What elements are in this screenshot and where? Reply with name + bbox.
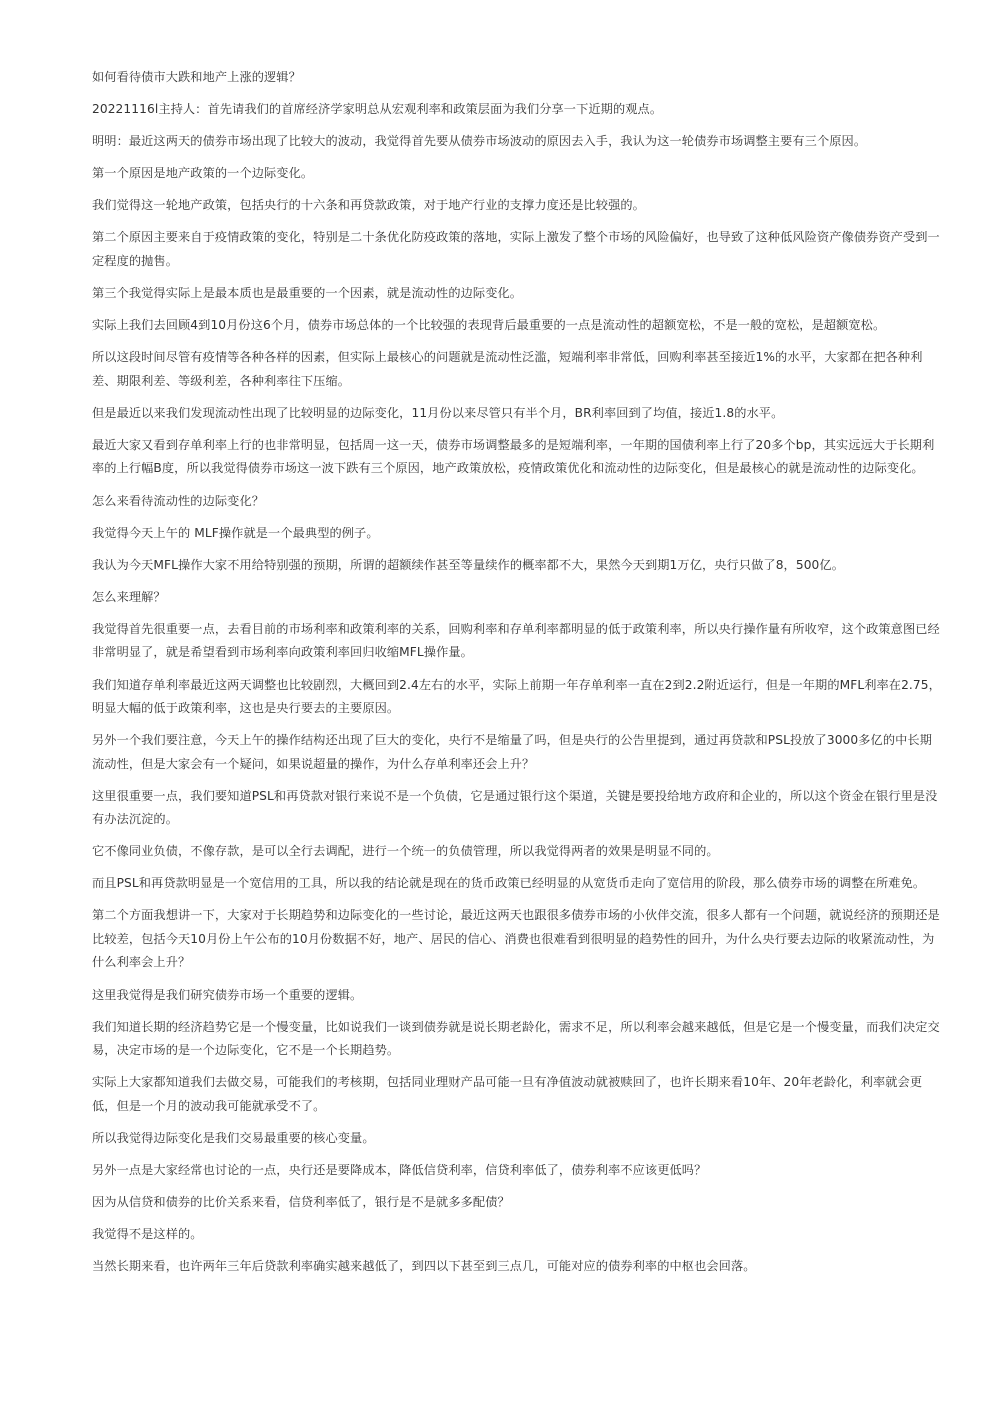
paragraph: 第二个原因主要来自于疫情政策的变化，特别是二十条优化防疫政策的落地，实际上激发了整个市场的风险偏好，也导致了这种低风险资产像债券资产受到一定程度的抛售。 [92,230,940,268]
paragraph: 我认为今天MFL操作大家不用给特别强的预期，所谓的超额续作甚至等量续作的概率都不大，果然今天到期1万亿，央行只做了8，500亿。 [92,557,844,572]
paragraph: 因为从信贷和债券的比价关系来看，信贷利率低了，银行是不是就多多配债？ [92,1195,510,1210]
paragraph: 我们知道长期的经济趋势它是一个慢变量，比如说我们一谈到债券就是说长期老龄化，需求不足，所以利率会越来越低，但是它是一个慢变量，而我们决定交易，决定市场的是一个边际变化，它不是一个长期趋势。 [92,1019,940,1058]
heading-question: 如何看待债市大跌和地产上涨的逻辑？ [92,70,301,84]
paragraph: 最近大家又看到存单利率上行的也非常明显，包括周一这一天，债券市场调整最多的是短端利率，一年期的国债利率上行了20多个bp，其实远远大于长期利率的上行幅B度，所以我觉得债券市场这一波下跌有三个原因，地产政策放松，疫情政策优化和流动性的边际变化，但是最核心的就是流动性的边际变化。 [92,437,935,476]
paragraph: 它不像同业负债，不像存款，是可以全行去调配，进行一个统一的负债管理，所以我觉得两者的效果是明显不同的。 [92,844,719,859]
paragraph: 这里很重要一点，我们要知道PSL和再贷款对银行来说不是一个负债，它是通过银行这个渠道，关键是要投给地方政府和企业的，所以这个资金在银行里是没有办法沉淀的。 [92,788,938,827]
paragraph: 而且PSL和再贷款明显是一个宽信用的工具，所以我的结论就是现在的货币政策已经明显的从宽货币走向了宽信用的阶段，那么债券市场的调整在所难免。 [92,876,926,891]
paragraph: 第二个方面我想讲一下，大家对于长期趋势和边际变化的一些讨论，最近这两天也跟很多债券市场的小伙伴交流，很多人都有一个问题，就说经济的预期还是比较差，包括今天10月份上午公布的10月份数据不好，地产、居民的信心、消费也很难看到很明显的趋势性的回升，为什么央行要去边际的收紧流动性，为什么利率会上升？ [92,908,940,970]
paragraph: 但是最近以来我们发现流动性出现了比较明显的边际变化，11月份以来尽管只有半个月，BR利率回到了均值，接近1.8的水平。 [92,405,784,420]
paragraph: 当然长期来看，也许两年三年后贷款利率确实越来越低了，到四以下甚至到三点几，可能对应的债券利率的中枢也会回落。 [92,1259,756,1274]
paragraph: 所以我觉得边际变化是我们交易最重要的核心变量。 [92,1130,375,1145]
paragraph: 另外一个我们要注意，今天上午的操作结构还出现了巨大的变化，央行不是缩量了吗，但是央行的公告里提到，通过再贷款和PSL投放了3000多亿的中长期流动性，但是大家会有一个疑问，如果说超量的操作，为什么存单利率还会上升？ [92,733,932,771]
paragraph: 我们觉得这一轮地产政策，包括央行的十六条和再贷款政策，对于地产行业的支撑力度还是比较强的。 [92,198,645,213]
paragraph: 实际上我们去回顾4到10月份这6个月，债券市场总体的一个比较强的表现背后最重要的一点是流动性的超额宽松，不是一般的宽松，是超额宽松。 [92,318,886,333]
paragraph: 所以这段时间尽管有疫情等各种各样的因素，但实际上最核心的问题就是流动性泛滥，短端利率非常低，回购利率甚至接近1%的水平，大家都在把各种利差、期限利差、等级利差，各种利率往下压缩。 [92,350,923,388]
paragraph: 我觉得首先很重要一点，去看目前的市场利率和政策利率的关系，回购利率和存单利率都明显的低于政策利率，所以央行操作量有所收窄，这个政策意图已经非常明显了，就是希望看到市场利率向政策利率回归收缩MFL操作量。 [92,621,940,660]
paragraph: 实际上大家都知道我们去做交易，可能我们的考核期，包括同业理财产品可能一旦有净值波动就被赎回了，也许长期来看10年、20年老龄化，利率就会更低，但是一个月的波动我可能就承受不了。 [92,1075,923,1113]
paragraph: 我们知道存单利率最近这两天调整也比较剧烈，大概回到2.4左右的水平，实际上前期一年存单利率一直在2到2.2附近运行，但是一年期的MFL利率在2.75，明显大幅的低于政策利率，这也是央行要去的主要原因。 [92,677,941,715]
paragraph: 我觉得不是这样的。 [92,1227,203,1242]
paragraph: 另外一点是大家经常也讨论的一点，央行还是要降成本，降低信贷利率，信贷利率低了，债券利率不应该更低吗？ [92,1162,707,1177]
paragraph: 第三个我觉得实际上是最本质也是最重要的一个因素，就是流动性的边际变化。 [92,286,523,301]
paragraph: 明明：最近这两天的债券市场出现了比较大的波动，我觉得首先要从债券市场波动的原因去入手，我认为这一轮债券市场调整主要有三个原因。 [92,134,867,149]
paragraph: 这里我觉得是我们研究债券市场一个重要的逻辑。 [92,987,363,1002]
paragraph: 第一个原因是地产政策的一个边际变化。 [92,166,314,181]
paragraph-question: 怎么来看待流动性的边际变化？ [92,493,265,508]
paragraph-question: 怎么来理解？ [92,589,166,604]
paragraph-host-intro: 20221116l主持人：首先请我们的首席经济学家明总从宏观利率和政策层面为我们分享一下近期的观点。 [92,102,663,117]
paragraph: 我觉得今天上午的 MLF操作就是一个最典型的例子。 [92,525,379,540]
document-body [92,66,944,1287]
